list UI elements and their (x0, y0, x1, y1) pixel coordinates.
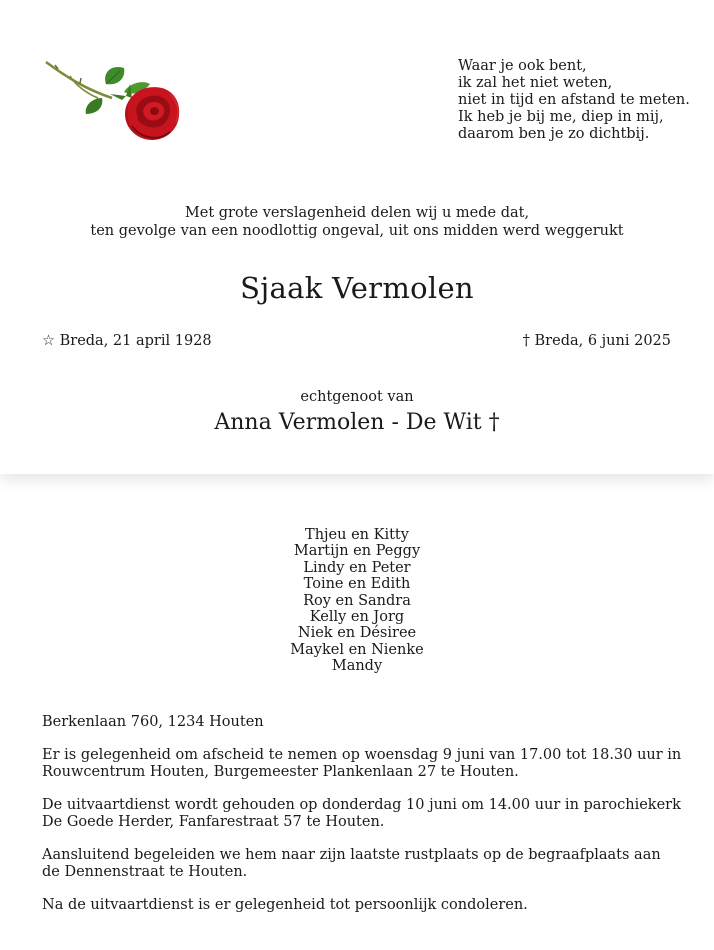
family-member: Mandy (331, 658, 383, 675)
red-rose-icon (40, 54, 190, 154)
family-member: Maykel en Nienke (290, 641, 424, 658)
intro-line-1: Met grote verslagenheid delen wij u mede dat, (184, 205, 530, 221)
announcement-top-card (0, 0, 714, 474)
condolences-text: Na de uitvaartdienst is er gelegenheid tot persoonlijk condoleren. (42, 897, 528, 913)
deceased-name: Sjaak Vermolen (240, 271, 474, 305)
poem-line: daarom ben je zo dichtbij. (458, 126, 650, 142)
poem-line: Waar je ook bent, (458, 58, 587, 74)
spouse-name: Anna Vermolen - De Wit † (214, 410, 500, 435)
farewell-text: Er is gelegenheid om afscheid te nemen op woensdag 9 juni van 17.00 tot 18.30 uur in Rouwcentrum Houten, Burgemeester Plankenlaan 27 te Houten. (42, 747, 682, 780)
poem-line: niet in tijd en afstand te meten. (458, 92, 690, 108)
family-member: Kelly en Jorg (309, 609, 405, 626)
poem (458, 58, 708, 143)
service-text: De uitvaartdienst wordt gehouden op donderdag 10 juni om 14.00 uur in parochiekerk De Goede Herder, Fanfarestraat 57 te Houten. (42, 797, 681, 830)
family-member: Thjeu en Kitty (305, 527, 409, 543)
poem-line: ik zal het niet weten, (458, 75, 613, 91)
family-list (0, 527, 714, 675)
family-member: Roy en Sandra (303, 592, 411, 609)
death-info: † Breda, 6 juni 2025 (522, 333, 671, 349)
family-member: Martijn en Peggy (293, 543, 421, 560)
address-text: Berkenlaan 760, 1234 Houten (42, 714, 264, 730)
birth-info: ☆ Breda, 21 april 1928 (42, 333, 212, 349)
intro-text (0, 204, 714, 240)
poem-line: Ik heb je bij me, diep in mij, (458, 109, 664, 125)
spouse-label: echtgenoot van (300, 389, 414, 405)
burial-text: Aansluitend begeleiden we hem naar zijn laatste rustplaats op de begraafplaats aan de Dennenstraat te Houten. (42, 847, 661, 880)
intro-line-2: ten gevolge van een noodlottig ongeval, uit ons midden werd weggerukt (90, 223, 624, 239)
family-member: Toine en Edith (303, 576, 411, 593)
family-member: Lindy en Peter (303, 559, 411, 576)
funeral-info (42, 714, 682, 930)
family-member: Niek en Désiree (297, 625, 417, 642)
